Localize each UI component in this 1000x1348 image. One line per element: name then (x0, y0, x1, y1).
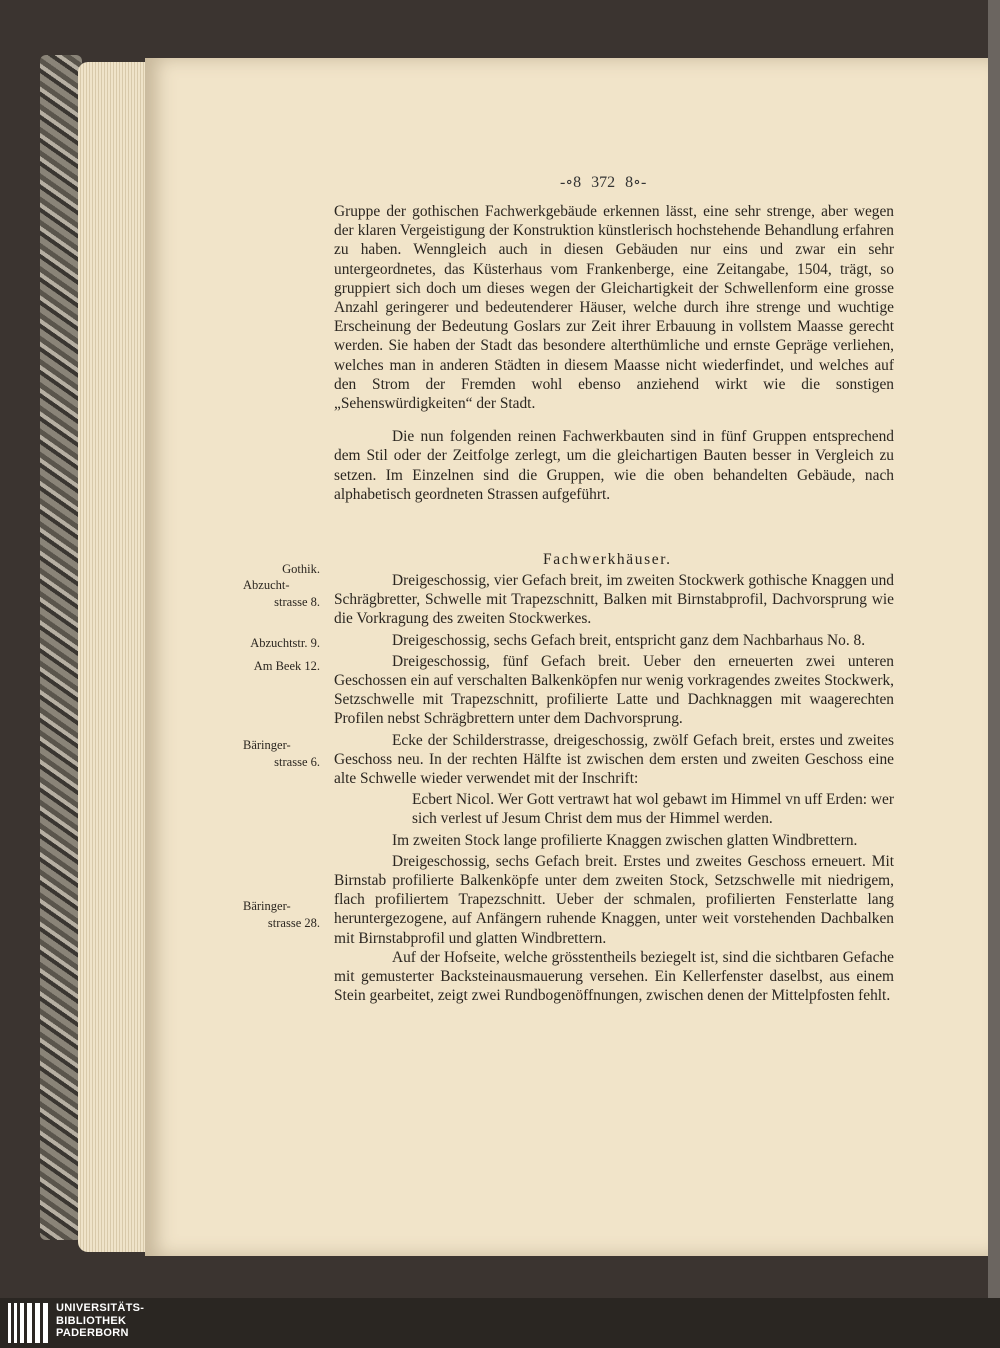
margin-note: Abzucht- (243, 578, 290, 592)
page-number-line (560, 172, 646, 192)
library-logo-text: UNIVERSITÄTS- BIBLIOTHEK PADERBORN (56, 1302, 145, 1339)
section-heading: Fachwerkhäuser. (543, 551, 672, 568)
entries-text (334, 571, 894, 1005)
ornament-right: 8∘- (625, 174, 647, 191)
paragraph: Gruppe der gothischen Fachwerkgebäude erkennen lässt, eine sehr strenge, aber wegen der klaren Vergeistigung der Konstruktion künstlerisch hochstehende Behandlung erfahren zu haben. Wenngleich auch in diesen Gebäuden nur eins und zwar ein sehr untergeordnetes, das Küsterhaus vom Frankenberge, eine Zeitangabe, 1504, trägt, so gruppiert sich doch um dieses wegen der Gleichartigkeit der Schwellenform eine grosse Anzahl geringerer und bedeutenderer Häuser, welche durch ihre strenge und wuchtige Erscheinung der Bedeutung Goslars zur Zeit ihrer Erbauung in vollstem Maasse gerecht werden. Sie haben der Stadt das besondere alterthümliche und ernste Gepräge verliehen, welches man in anderen Städten in diesem Maasse nicht wiederfindet, und welches auf den Strom der Fremden wohl ebenso anziehend wirkt wie die sonstigen „Sehenswürdigkeiten“ der Stadt. (334, 203, 894, 413)
margin-note: strasse 8. (274, 595, 320, 609)
margin-note: Am Beek 12. (253, 659, 320, 673)
entry-am-beek-12: Dreigeschossig, fünf Gefach breit. Ueber den erneuerten zwei unteren Geschossen ein auf verschalten Balkenköpfen nur wenig vorkragendes zweites Stockwerk, Setzschwelle mit Trapezschnitt, profilierte Latte und Dachknaggen mit waagerechten Profilen nebst Schrägbrettern unter dem Dachvorsprung. (334, 652, 894, 728)
intro-text (334, 202, 894, 504)
entry-baeringer-28: Dreigeschossig, sechs Gefach breit. Erstes und zweites Geschoss erneuert. Mit Birnstab profilierte Balkenköpfe unter dem zweiten Stock, Setzschwelle mit niedrigem, flach profiliertem Trapezschnitt. Ueber der schmalen, profilierten Fensterlatte lang heruntergezogene, auf Anfängern ruhende Knaggen, unter weit vorstehenden Dachbalken mit Birnstabprofil und glatten Windbrettern. (334, 852, 894, 947)
margin-note: strasse 28. (267, 916, 320, 930)
page-number: 372 (591, 174, 616, 191)
entry-baeringer-28-more: Auf der Hofseite, welche grösstentheils beziegelt ist, sind die sichtbaren Gefache mit gemusterter Backsteinausmauerung versehen. Ein Kellerfenster daselbst, aus einem Stein gearbeitet, zeigt zwei Rundbogenöffnungen, zwischen denen der Mittelpfosten fehlt. (334, 948, 894, 1005)
marbled-book-cover (40, 55, 82, 1240)
page-edges (78, 62, 150, 1252)
right-edge (988, 0, 1000, 1298)
footer-bar (0, 1298, 1000, 1348)
ornament-left: -∘8 (560, 174, 582, 191)
margin-note: strasse 6. (274, 755, 320, 769)
margin-note: Bäringer- (243, 899, 291, 913)
entry-abzucht-9: Dreigeschossig, sechs Gefach breit, entspricht ganz dem Nachbarhaus No. 8. (392, 631, 866, 649)
library-logo-icon (8, 1303, 48, 1343)
entry-baeringer-6: Ecke der Schilderstrasse, dreigeschossig, zwölf Gefach breit, erstes und zweites Geschoss neu. In der rechten Hälfte ist zwischen dem ersten und zweiten Geschoss eine alte Schwelle wieder verwendet mit der Inschrift: (334, 731, 894, 788)
entry-baeringer-6-more: Im zweiten Stock lange profilierte Knaggen zwischen glatten Windbrettern. (392, 831, 858, 849)
margin-note-gothik: Gothik. (282, 562, 320, 576)
inscription-quote: Ecbert Nicol. Wer Gott vertrawt hat wol gebawt im Himmel vn uff Erden: wer sich verlest uf Jesum Christ dem mus der Himmel werden. (412, 791, 895, 828)
margin-note: Bäringer- (243, 738, 291, 752)
paragraph: Die nun folgenden reinen Fachwerkbauten sind in fünf Gruppen entsprechend dem Stil oder der Zeitfolge zerlegt, um die gleichartigen Bauten besser in Vergleich zu setzen. Im Einzelnen sind die Gruppen, wie die oben behandelten Gebäude, nach alphabetisch geordneten Strassen aufgeführt. (334, 428, 894, 503)
margin-note: Abzuchtstr. 9. (250, 636, 320, 650)
entry-abzucht-8: Dreigeschossig, vier Gefach breit, im zweiten Stockwerk gothische Knaggen und Schrägbretter, Schwelle mit Trapezschnitt, Balken mit Birnstabprofil, Dachvorsprung wie die Vorkragung des zweiten Stockwerkes. (334, 572, 894, 628)
